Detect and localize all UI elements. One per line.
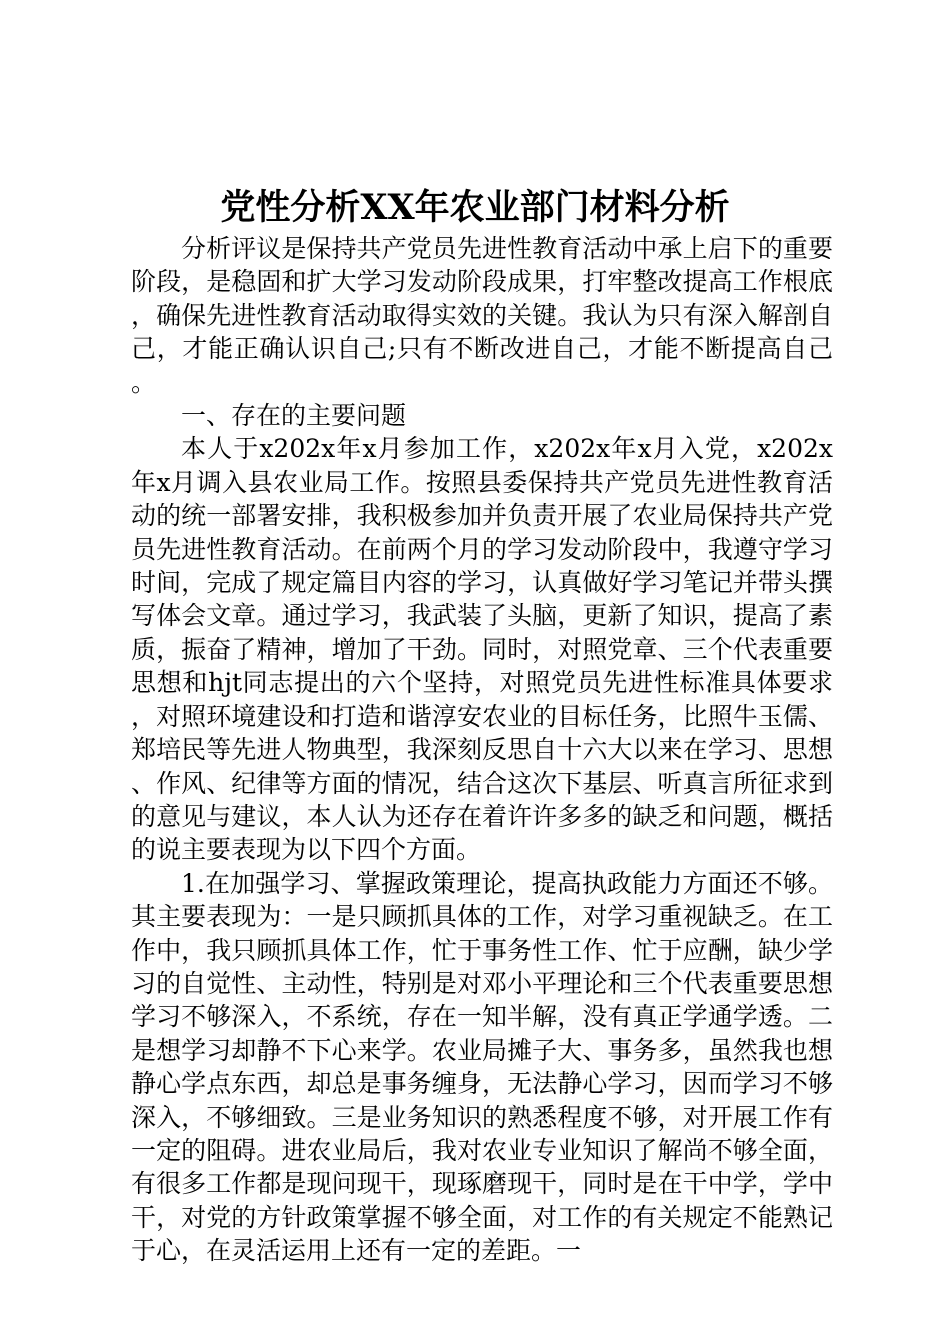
document-body — [131, 232, 833, 1268]
intro-paragraph: 分析评议是保持共产党员先进性教育活动中承上启下的重要阶段，是稳固和扩大学习发动阶段成果，打牢整改提高工作根底，确保先进性教育活动取得实效的关键。我认为只有深入解剖自己，才能正确认识自己;只有不断改进自己，才能不断提高自己。 — [131, 234, 833, 397]
document-title: 党性分析XX年农业部门材料分析 — [220, 187, 730, 228]
background-paragraph: 本人于x202x年x月参加工作，x202x年x月入党，x202x年x月调入县农业局工作。按照县委保持共产党员先进性教育活动的统一部署安排，我积极参加并负责开展了农业局保持共产党员先进性教育活动。在前两个月的学习发动阶段中，我遵守学习时间，完成了规定篇目内容的学习，认真做好学习笔记并带头撰写体会文章。通过学习，我武装了头脑，更新了知识，提高了素质，振奋了精神，增加了干劲。同时，对照党章、三个代表重要思想和hjt同志提出的六个坚持，对照党员先进性标准具体要求，对照环境建设和打造和谐淳安农业的目标任务，比照牛玉儒、郑培民等先进人物典型，我深刻反思自十六大以来在学习、思想、作风、纪律等方面的情况，结合这次下基层、听真言所征求到的意见与建议，本人认为还存在着许许多多的缺乏和问题，概括的说主要表现为以下四个方面。 — [131, 434, 833, 865]
section-heading: 一、存在的主要问题 — [181, 401, 407, 431]
problem-1-paragraph: 1.在加强学习、掌握政策理论，提高执政能力方面还不够。其主要表现为：一是只顾抓具体的工作，对学习重视缺乏。在工作中，我只顾抓具体工作，忙于事务性工作、忙于应酬，缺少学习的自觉性、主动性，特别是对邓小平理论和三个代表重要思想学习不够深入，不系统，存在一知半解，没有真正学通学透。二是想学习却静不下心来学。农业局摊子大、事务多，虽然我也想静心学点东西，却总是事务缠身，无法静心学习，因而学习不够深入，不够细致。三是业务知识的熟悉程度不够，对开展工作有一定的阻碍。进农业局后，我对农业专业知识了解尚不够全面，有很多工作都是现问现干，现琢磨现干，同时是在干中学，学中干，对党的方针政策掌握不够全面，对工作的有关规定不能熟记于心，在灵活运用上还有一定的差距。一 — [131, 868, 833, 1266]
